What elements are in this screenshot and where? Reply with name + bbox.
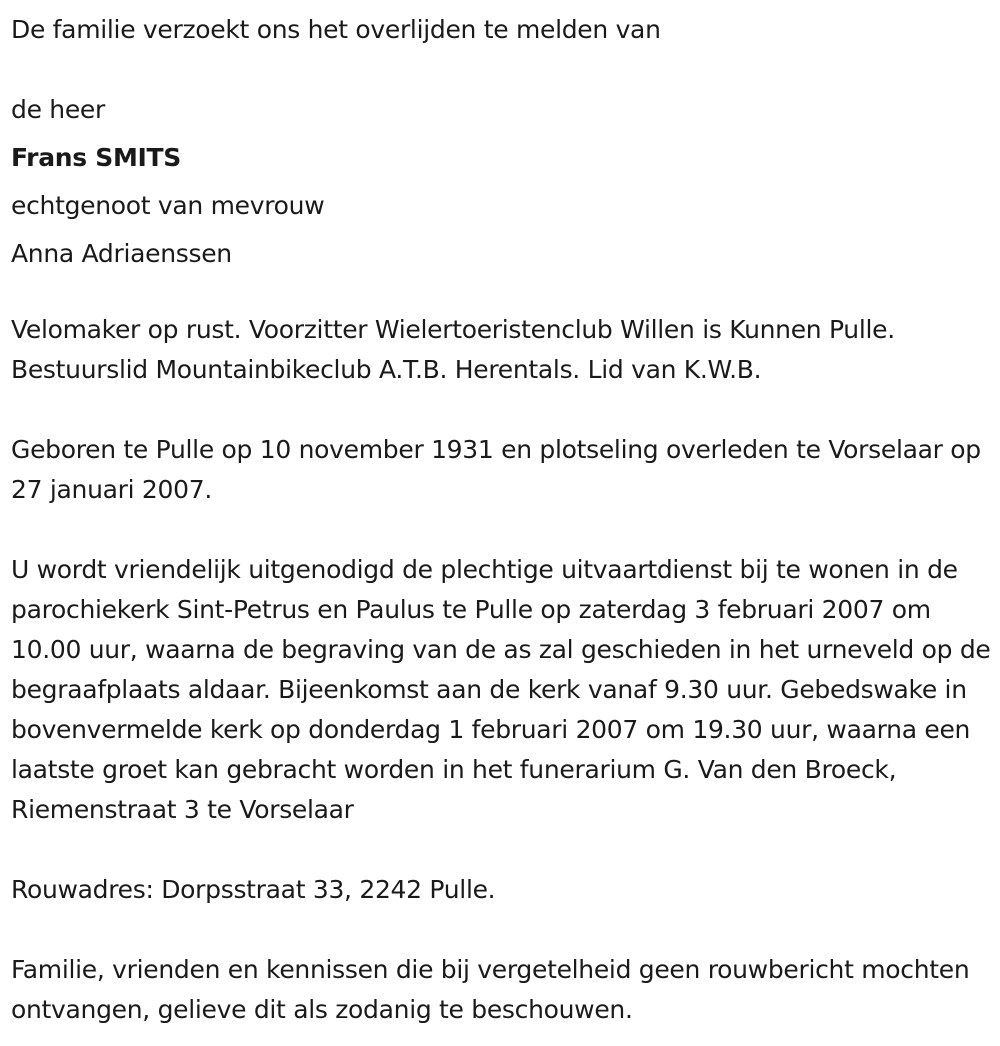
mourning-address: Rouwadres: Dorpsstraat 33, 2242 Pulle.	[11, 875, 496, 904]
spouse-name: Anna Adriaenssen	[11, 239, 232, 268]
intro-text: De familie verzoekt ons het overlijden te melden van	[11, 15, 661, 44]
birth-death-paragraph: Geboren te Pulle op 10 november 1931 en plotseling overleden te Vorselaar op 27 januari 2007.	[11, 435, 981, 504]
death-notice	[11, 6, 996, 1030]
closing-note: Familie, vrienden en kennissen die bij vergetelheid geen rouwbericht mochten ontvangen, gelieve dit als zodanig te beschouwen.	[11, 955, 970, 1024]
deceased-title: de heer	[11, 95, 105, 124]
deceased-block	[11, 86, 996, 278]
biography-paragraph: Velomaker op rust. Voorzitter Wielertoeristenclub Willen is Kunnen Pulle. Bestuurslid Mountainbikeclub A.T.B. Herentals. Lid van K.W.B.	[11, 315, 895, 384]
deceased-name: Frans SMITS	[11, 143, 182, 172]
deceased-relation: echtgenoot van mevrouw	[11, 191, 325, 220]
funeral-details-paragraph: U wordt vriendelijk uitgenodigd de plechtige uitvaartdienst bij te wonen in de parochiekerk Sint-Petrus en Paulus te Pulle op zaterdag 3 februari 2007 om 10.00 uur, waarna de begraving van de as zal geschieden in het urneveld op de begraafplaats aldaar. Bijeenkomst aan de kerk vanaf 9.30 uur. Gebedswake in bovenvermelde kerk op donderdag 1 februari 2007 om 19.30 uur, waarna een laatste groet kan gebracht worden in het funerarium G. Van den Broeck, Riemenstraat 3 te Vorselaar	[11, 555, 991, 824]
